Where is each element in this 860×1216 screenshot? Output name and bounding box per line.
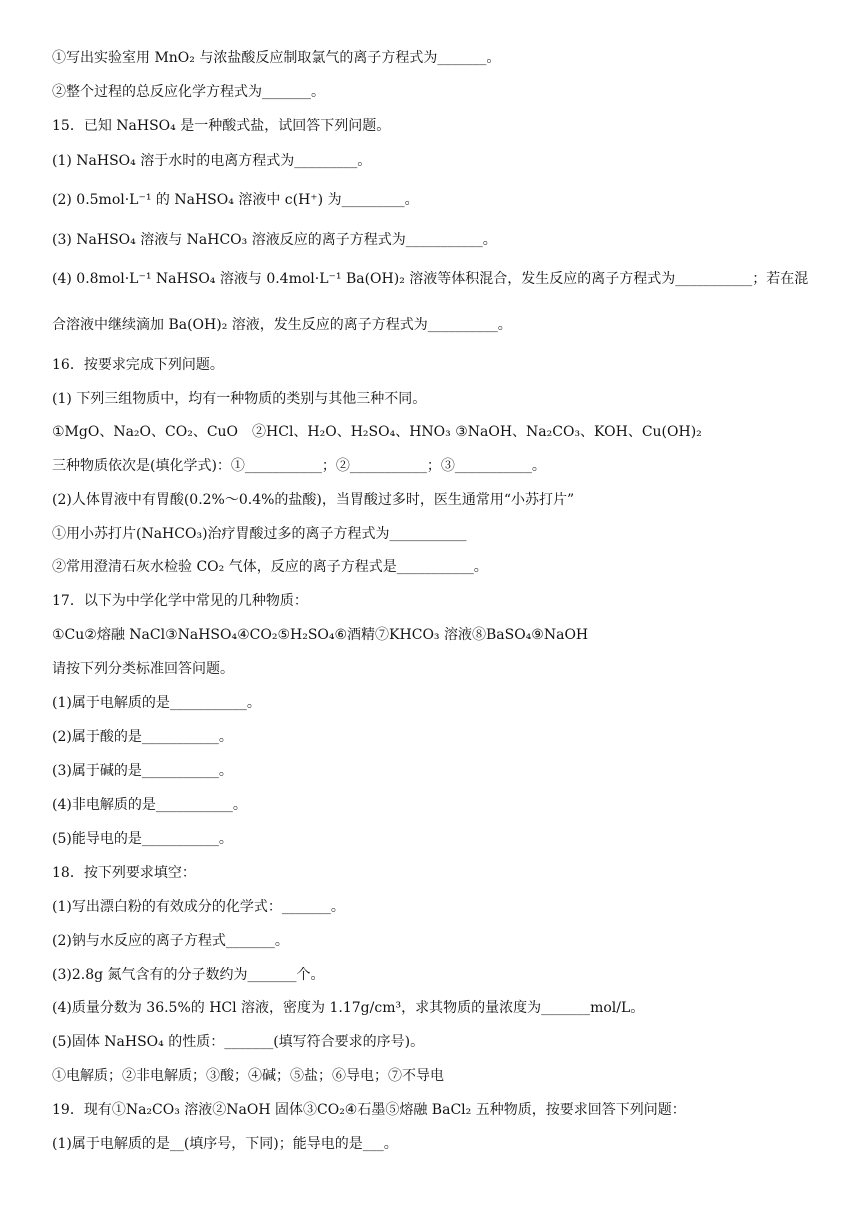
text-line: (1) NaHSO₄ 溶于水时的电离方程式为_________。 <box>52 153 372 169</box>
text-line: (5)固体 NaHSO₄ 的性质：_______(填写符合要求的序号)。 <box>52 1034 425 1050</box>
text-line: (1) 下列三组物质中，均有一种物质的类别与其他三种不同。 <box>52 391 427 407</box>
text-line: (2)属于酸的是___________。 <box>52 729 233 745</box>
text-line: (3)2.8g 氮气含有的分子数约为_______个。 <box>52 967 325 983</box>
text-line: ①Cu②熔融 NaCl③NaHSO₄④CO₂⑤H₂SO₄⑥酒精⑦KHCO₃ 溶液⑧BaSO₄⑨NaOH <box>52 627 589 643</box>
text-line: ②常用澄清石灰水检验 CO₂ 气体，反应的离子方程式是___________。 <box>52 559 488 575</box>
text-line: 16．按要求完成下列问题。 <box>52 357 224 373</box>
text-line: 合溶液中继续滴加 Ba(OH)₂ 溶液，发生反应的离子方程式为__________。 <box>52 317 512 333</box>
text-line: ①用小苏打片(NaHCO₃)治疗胃酸过多的离子方程式为___________ <box>52 526 467 542</box>
text-line: (3) NaHSO₄ 溶液与 NaHCO₃ 溶液反应的离子方程式为___________。 <box>52 232 497 248</box>
text-line: (2) 0.5mol·L⁻¹ 的 NaHSO₄ 溶液中 c(H⁺) 为_________。 <box>52 192 419 208</box>
text-line: ①写出实验室用 MnO₂ 与浓盐酸反应制取氯气的离子方程式为_______。 <box>52 50 501 66</box>
text-line: (2)人体胃液中有胃酸(0.2%～0.4%的盐酸)，当胃酸过多时，医生通常用“小苏打片” <box>52 492 575 508</box>
text-line: (4)非电解质的是___________。 <box>52 797 247 813</box>
text-line: ②整个过程的总反应化学方程式为_______。 <box>52 84 325 100</box>
text-line: 15．已知 NaHSO₄ 是一种酸式盐，试回答下列问题。 <box>52 118 391 134</box>
text-line: ①MgO、Na₂O、CO₂、CuO ②HCl、H₂O、H₂SO₄、HNO₃ ③NaOH、Na₂CO₃、KOH、Cu(OH)₂ <box>52 424 702 440</box>
text-line: (1)属于电解质的是___________。 <box>52 695 261 711</box>
text-line: (3)属于碱的是___________。 <box>52 763 233 779</box>
text-line: (1)属于电解质的是__(填序号，下同)；能导电的是___。 <box>52 1136 398 1152</box>
text-line: (5)能导电的是___________。 <box>52 831 233 847</box>
text-line: 请按下列分类标准回答问题。 <box>52 661 234 677</box>
text-line: (4) 0.8mol·L⁻¹ NaHSO₄ 溶液与 0.4mol·L⁻¹ Ba(OH)₂ 溶液等体积混合，发生反应的离子方程式为___________；若在混 <box>52 271 809 287</box>
text-line: (1)写出漂白粉的有效成分的化学式：_______。 <box>52 899 345 915</box>
text-line: 19．现有①Na₂CO₃ 溶液②NaOH 固体③CO₂④石墨⑤熔融 BaCl₂ 五种物质，按要求回答下列问题： <box>52 1102 686 1118</box>
text-line: (4)质量分数为 36.5%的 HCl 溶液，密度为 1.17g/cm³，求其物质的量浓度为_______mol/L。 <box>52 1000 645 1016</box>
text-line: (2)钠与水反应的离子方程式_______。 <box>52 933 289 949</box>
text-line: ①电解质；②非电解质；③酸；④碱；⑤盐；⑥导电；⑦不导电 <box>52 1068 444 1084</box>
text-line: 18．按下列要求填空： <box>52 865 196 881</box>
text-line: 17．以下为中学化学中常见的几种物质： <box>52 593 308 609</box>
text-line: 三种物质依次是(填化学式)：①___________；②___________；③___________。 <box>52 458 546 474</box>
